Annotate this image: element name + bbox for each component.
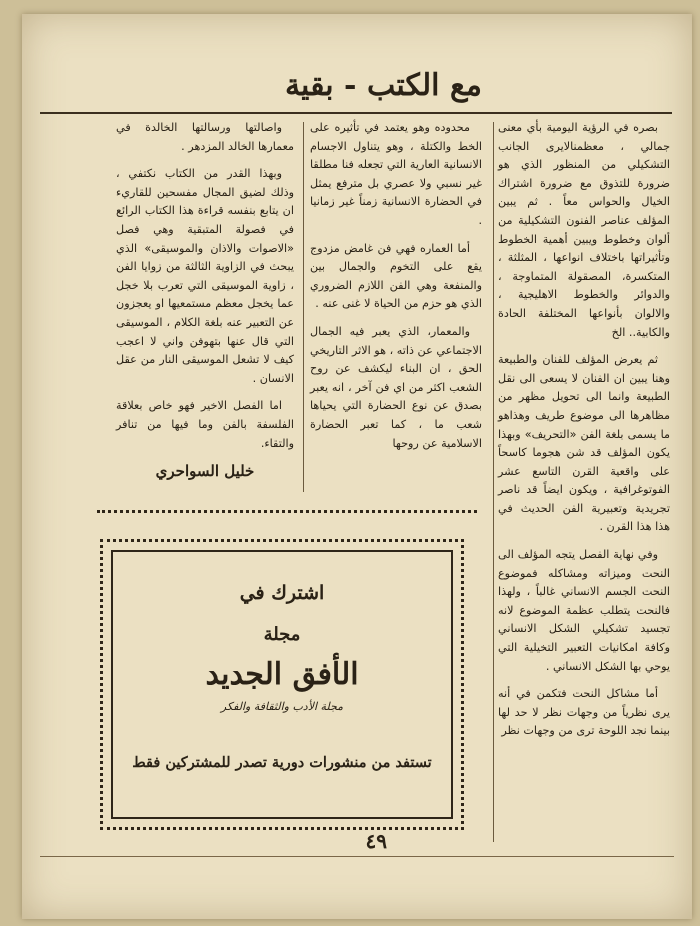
paragraph: ثم يعرض المؤلف للفنان والطبيعة وهنا يبين ان الفنان لا يسعى الى نقل الطبيعة وانما الى تحويل مظهر من مظاهرها الى موضوع طريف وهذاهو ما يسمى بلغة الفن «التحريف» وبهذا يكون المؤلف قد شن هجوما كاسحاً على واقعية القرن التاسع عشر الفوتوغرافية ، ويكون ايضاً قد ناصر تجريدية وتعبيرية الفن الحديث في هذا هذا القرن .	[498, 353, 670, 534]
paragraph: أما مشاكل النحت فتكمن في أنه يرى نظرياً من وجهات نظر لا حد لها بينما نجد اللوحة ترى من وجهات نظر	[498, 687, 670, 738]
paragraph: وفي نهاية الفصل يتجه المؤلف الى النحت وميزاته ومشاكله فموضوع النحت الجسم الانساني غالباً ، ولهذا فالنحت يتطلب عظمة الموضوع لانه تجسيد تشكيلي الشكل الانساني وكافة امكانيات التعبير التخيلية التي يوحي بها الشكل الانساني .	[498, 548, 670, 673]
article-column-left	[116, 119, 294, 481]
column-divider	[493, 122, 494, 842]
footer-rule	[40, 856, 674, 857]
advertisement-frame	[111, 550, 453, 819]
paragraph: وبهذا القدر من الكتاب نكتفي ، وذلك لضيق المجال مفسحين للقاريء ان يتابع بنفسه قراءة هذا الكتاب الرائع في فصولة المتبقية وهي فصل «الاصوات والاذان والموسيقى» الذي يبحث في الزاوية الثالثة من زوايا الفن ، زاوية الموسيقى التي تعرب بلا خجل عما يخجل معظم مستمعيها او يعجزون عن التعبير عنه بلغة الكلام ، الموسيقى التي قال عنها بتهوفن واني لا اعجب كيف لا تشعل الموسيقى النار من عقل الانسان .	[116, 167, 294, 385]
paragraph: اما الفصل الاخير فهو خاص بعلاقة الفلسفة بالفن وما فيها من تنافر والتقاء.	[116, 399, 294, 450]
magazine-tagline: مجلة الأدب والثقافة والفكر	[220, 700, 344, 713]
author-signature: خليل السواحري	[155, 462, 255, 481]
paragraph: بصره في الرؤية اليومية بأي معنى جمالي ، معظمنالايرى الجانب التشكيلي من المنظور الذي هو ضرورة للتذوق مع ضرورة اشتراك الخيال والحواس معاً . ثم يبين المؤلف عناصر الفنون التشكيلية من ألوان وخطوط ويبين أهمية الخطوط وتأثيراتها باختلاف انواعها ، المثلثة ، المتكسرة، المصقولة المتماوجة ، والدوائر والخطوط الاهليجية ، والالوان بأنواعها المختلفة الحادة والكابية.. الخ	[498, 121, 670, 339]
dotted-separator	[97, 510, 477, 513]
ad-magazine-word: مجلة	[263, 624, 301, 645]
page-title: مع الكتب - بقية	[284, 68, 482, 103]
paragraph: والمعمار، الذي يعبر فيه الجمال الاجتماعي عن ذاته ، هو الاثر التاريخي الحق ، ان البناء ليكشف عن روح الشعب اكثر من اي فن آخر ، انه يعبر بصدق عن نوع الحضارة التي يحياها شعب ما ، كما تعبر الحضارة الاسلامية عن روحها	[310, 324, 482, 450]
magazine-page	[22, 14, 692, 919]
subscription-advertisement	[100, 539, 464, 830]
magazine-logo: الأفق الجديد	[205, 657, 359, 692]
paragraph: محدوده وهو يعتمد في تأثيره على الخط والكتلة ، وهو يتناول الاجسام الانسانية العارية التي تجعله فنا مطلقا غير نسبي ولا عصري بل مترفع يمثل في الحضارة الانسانية زمناً غير زمانيا .	[310, 121, 482, 227]
page-number: ٤٩	[365, 829, 387, 853]
ad-subscribe-text: اشترك في	[239, 582, 325, 604]
ad-footer-text: تستفد من منشورات دورية تصدر للمشتركين فقط	[132, 754, 432, 771]
article-column-right	[498, 119, 670, 750]
column-divider	[303, 122, 304, 492]
article-column-middle	[310, 119, 482, 462]
paragraph: واصالتها ورسالتها الخالدة في معمارها الخالد المزدهر .	[116, 121, 294, 153]
paragraph: أما العماره فهي فن غامض مزدوج يقع على التخوم والجمال بين والمنفعة وهي الفن اللازم الضروري الذي هو حزم من الحياة لا غنى عنه .	[310, 241, 482, 311]
page-header	[40, 60, 672, 114]
